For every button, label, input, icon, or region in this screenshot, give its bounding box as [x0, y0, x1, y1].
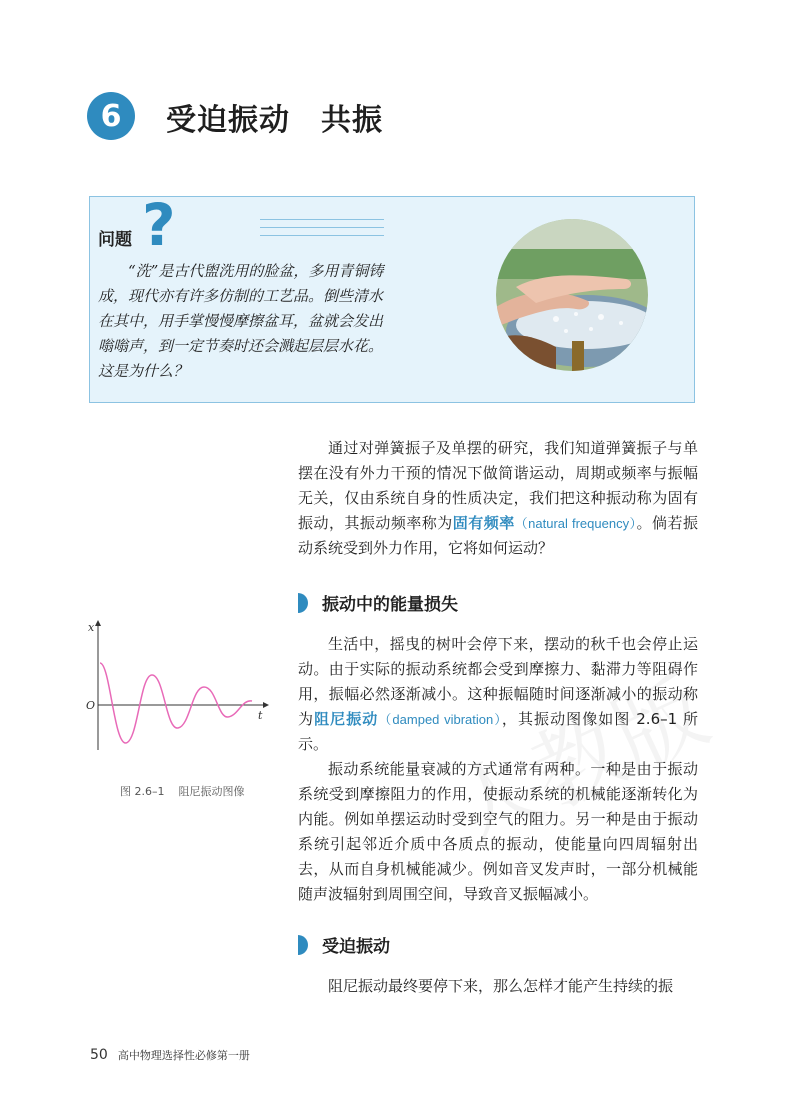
t-axis-label: t: [258, 709, 263, 722]
intro-text-before: 通过对弹簧振子及单摆的研究，我们知道弹簧振子与单摆在没有外力干预的情况下做简谐运动，周期或频率与振幅无关，仅由系统自身的性质决定，我们把这种振动称为固有振动，其振动频率称为: [298, 439, 698, 532]
origin-label: O: [86, 699, 96, 712]
damped-vibration-figure: [86, 615, 276, 760]
heading-energy-loss-text: 振动中的能量损失: [322, 595, 458, 615]
heading-energy-loss: [298, 590, 458, 615]
section-title: 受迫振动 共振: [166, 103, 383, 138]
basin-photo: [496, 219, 648, 371]
term-damped-vibration: 阻尼振动: [314, 710, 379, 728]
heading-forced-vibration-text: 受迫振动: [322, 937, 390, 957]
forced-paragraph: [298, 974, 698, 999]
decorative-lines: [260, 219, 384, 243]
book-title: 高中物理选择性必修第一册: [117, 1049, 250, 1062]
energy-decay-paragraph: 振动系统能量衰减的方式通常有两种。一种是由于振动系统受到摩擦阻力的作用，使振动系统的机械能逐渐转化为内能。例如单摆运动时受到空气的阻力。另一种是由于振动系统引起邻近介质中各质点的振动，使能量向四周辐射出去，从而自身机械能减少。例如音叉发声时，一部分机械能随声波辐射到周围空间，导致音叉振幅减小。: [298, 760, 698, 903]
term-natural-frequency: 固有频率: [452, 514, 515, 532]
figure-caption-text: 阻尼振动图像: [178, 785, 245, 798]
damped-paragraph: [298, 632, 698, 907]
question-label: 问题: [98, 230, 132, 250]
intro-text-after: 。倘若振动系统受到外力作用，它将如何运动？: [298, 514, 698, 557]
question-mark-icon: ?: [142, 191, 176, 259]
damped-text-after: ，其振动图像如图 2.6–1 所示。: [298, 710, 698, 753]
section-number-badge: 6: [87, 92, 135, 140]
forced-paragraph-text: 阻尼振动最终要停下来，那么怎样才能产生持续的振: [328, 977, 674, 995]
damped-text-before: 生活中，摇曳的树叶会停下来，摆动的秋千也会停止运动。由于实际的振动系统都会受到摩擦力、黏滞力等阻碍作用，振幅必然逐渐减小。这种振幅随时间逐渐减小的振动称为: [298, 635, 698, 728]
damped-curve: [100, 663, 252, 743]
heading-forced-vibration: [298, 932, 390, 957]
question-text: “洗”是古代盥洗用的脸盆，多用青铜铸成，现代亦有许多仿制的工艺品。倒些清水在其中，用手掌慢慢摩擦盆耳，盆就会发出嗡嗡声，到一定节奏时还会溅起层层水花。这是为什么？: [98, 262, 384, 380]
figure-caption: [120, 783, 259, 799]
intro-paragraph: [298, 436, 698, 561]
page-footer: [90, 1044, 250, 1063]
heading-marker-icon: [298, 935, 308, 955]
heading-marker-icon: [298, 593, 308, 613]
page-number: 50: [90, 1047, 108, 1063]
x-axis-label: x: [88, 621, 95, 634]
term-damped-vibration-en: （damped vibration）: [378, 712, 502, 727]
figure-caption-number: 图 2.6–1: [120, 785, 165, 798]
term-natural-frequency-en: （natural frequency）: [514, 516, 637, 531]
